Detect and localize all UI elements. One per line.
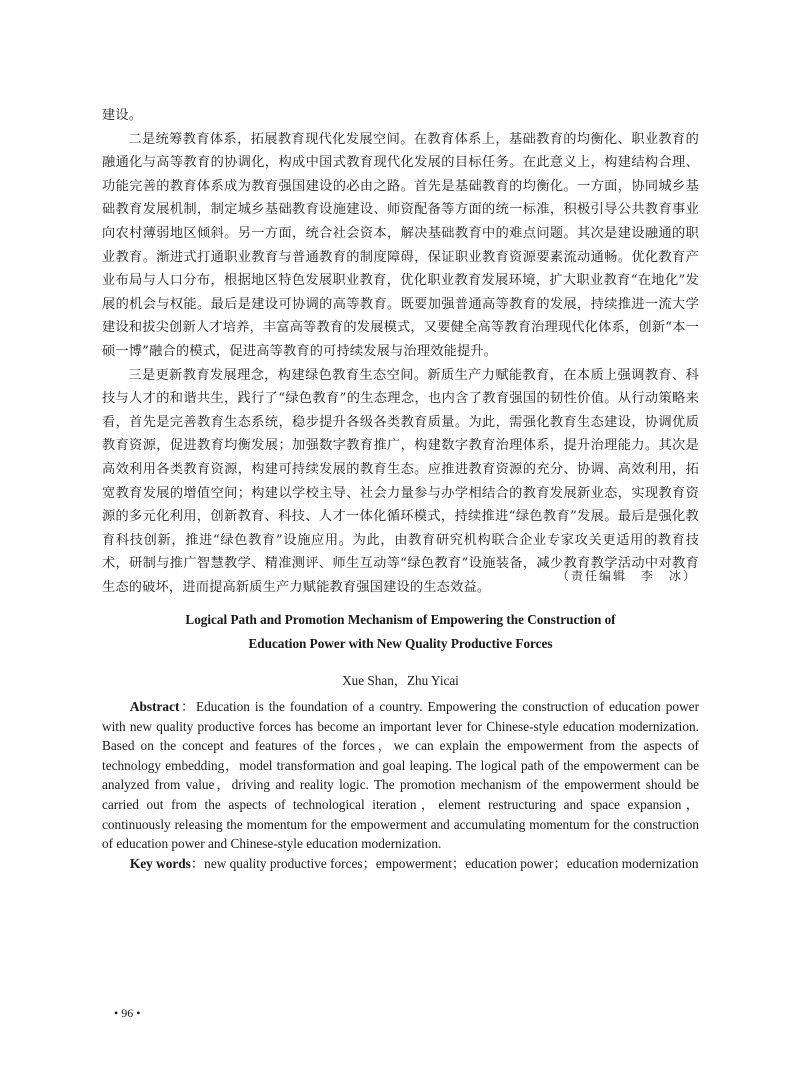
body-paragraph-education-system: 二是统筹教育体系，拓展教育现代化发展空间。在教育体系上，基础教育的均衡化、职业教育的融通化与高等教育的协调化，构成中国式教育现代化发展的目标任务。在此意义上，构建结构合理、功能完善的教育体系成为教育强国建设的必由之路。首先是基础教育的均衡化。一方面，协同城乡基础教育发展机制，制定城乡基础教育设施建设、师资配备等方面的统一标准，积极引导公共教育事业向农村薄弱地区倾斜。另一方面，统合社会资本，解决基础教育中的难点问题。其次是建设融通的职业教育。渐进式打通职业教育与普通教育的制度障碍，保证职业教育资源要素流动通畅。优化教育产业布局与人口分布，根据地区特色发展职业教育，优化职业教育发展环境，扩大职业教育“在地化”发展的机会与权能。最后是建设可协调的高等教育。既要加强普通高等教育的发展，持续推进一流大学建设和拔尖创新人才培养，丰富高等教育的发展模式，又要健全高等教育治理现代化体系，创新“本一硕一博”融合的模式，促进高等教育的可持续发展与治理效能提升。 — [102, 131, 699, 359]
english-authors: Xue Shan，Zhu Yicai — [342, 673, 459, 688]
keywords-text: ：new quality productive forces；empowerment；education power；education modernization — [190, 855, 699, 871]
body-paragraph-green-education: 三是更新教育发展理念，构建绿色教育生态空间。新质生产力赋能教育，在本质上强调教育、科技与人才的和谐共生，践行了“绿色教育”的生态理念，也内含了教育强国的韧性价值。从行动策略来看，首先是完善教育生态系统，稳步提升各级各类教育质量。为此，需强化教育生态建设，协调优质教育资源，促进教育均衡发展；加强数字教育推广，构建数字教育治理体系，提升治理能力。其次是高效利用各类教育资源，构建可持续发展的教育生态。应推进教育资源的充分、协调、高效利用，拓宽教育发展的增值空间；构建以学校主导、社会力量参与办学相结合的教育发展新业态，实现教育资源的多元化利用，创新教育、科技、人才一体化循环模式，持续推进“绿色教育”发展。最后是强化教育科技创新，推进“绿色教育”设施应用。为此，由教育研究机构联合企业专家攻关更适用的教育技术，研制与推广智慧教学、精准测评、师生互动等“绿色教育”设施装备，减少教育教学活动中对教育生态的破坏，进而提高新质生产力赋能教育强国建设的生态效益。 — [102, 367, 699, 595]
abstract-text: ：Education is the foundation of a country. Empowering the construction of education power with new quality productive forces has become an important lever for Chinese-style education modernization. Based on the concept and features of the forces，we can explain the empowerment from the aspects of technology embedding，model transformation and goal leaping. The logical path of the empowerment can be analyzed from value，driving and reality logic. The promotion mechanism of the empowerment should be carried out from the aspects of technological iteration，element restructuring and space expansion，continuously releasing the momentum for the empowerment and accumulating momentum for the construction of education power and Chinese-style education modernization. — [102, 699, 699, 852]
english-abstract — [102, 697, 699, 854]
keywords-label: Key words — [129, 855, 191, 871]
page-number: • 96 • — [114, 1006, 141, 1020]
english-title-line-1: Logical Path and Promotion Mechanism of Empowering the Construction of — [185, 612, 616, 627]
english-abstract-section — [102, 608, 699, 873]
responsible-editor-note: （责任编辑 李 冰） — [556, 569, 697, 583]
english-title-line-2: Education Power with New Quality Productive Forces — [248, 636, 553, 651]
english-title — [102, 608, 699, 656]
english-keywords — [102, 854, 699, 874]
body-paragraph-continuation: 建设。 — [102, 108, 143, 123]
abstract-label: Abstract — [129, 699, 180, 714]
chinese-body-text — [102, 104, 699, 599]
